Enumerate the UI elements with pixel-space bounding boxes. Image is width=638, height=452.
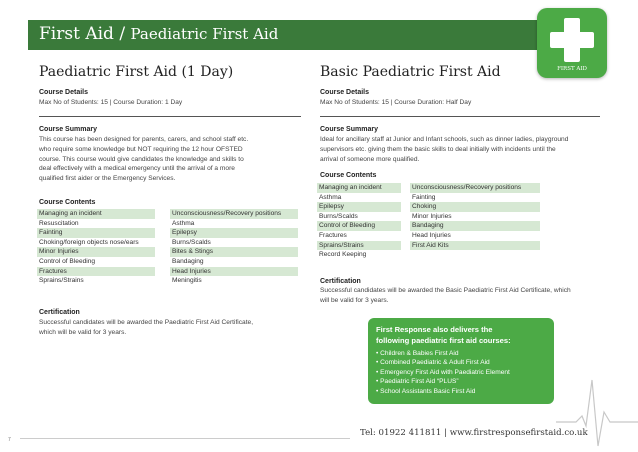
summary-line: Ideal for ancillary staff at Junior and Infant schools, such as dinner ladies, playground bbox=[320, 136, 569, 143]
left-details-label: Course Details bbox=[39, 89, 89, 96]
summary-line: arrival of someone more qualified. bbox=[320, 155, 420, 163]
page-title bbox=[39, 24, 278, 44]
promo-box bbox=[368, 318, 554, 404]
left-certification bbox=[39, 318, 311, 338]
first-aid-logo bbox=[537, 8, 607, 78]
page-title-sub: Paediatric First Aid bbox=[130, 25, 279, 43]
list-item: Burns/Scalds bbox=[172, 238, 211, 246]
page-number: 7 bbox=[8, 437, 11, 443]
list-item: Control of Bleeding bbox=[39, 257, 96, 265]
list-item: Head Injuries bbox=[170, 267, 298, 277]
right-contents-col1 bbox=[317, 183, 401, 260]
promo-title-line: following paediatric first aid courses: bbox=[376, 336, 511, 345]
summary-line: supervisors etc. giving them the basic skills to deal initially with incidents until the bbox=[320, 145, 556, 153]
left-course-title: Paediatric First Aid (1 Day) bbox=[39, 64, 234, 80]
right-details-text: Max No of Students: 15 | Course Duration: Half Day bbox=[320, 99, 472, 106]
left-summary bbox=[39, 135, 309, 184]
list-item: Fainting bbox=[37, 228, 155, 238]
list-item: Resuscitation bbox=[39, 219, 79, 227]
list-item: Bites & Stings bbox=[170, 247, 298, 257]
list-item: Fainting bbox=[412, 193, 436, 201]
left-contents-label: Course Contents bbox=[39, 199, 96, 206]
summary-line: who require some knowledge but NOT requiring the 12 hour OFSTED bbox=[39, 145, 243, 153]
list-item: • Combined Paediatric & Adult First Aid bbox=[376, 359, 490, 367]
list-item: Fractures bbox=[37, 267, 155, 277]
summary-line: course. This course would give candidates the knowledge and skills to bbox=[39, 155, 244, 163]
promo-list bbox=[376, 349, 546, 396]
promo-title bbox=[376, 324, 546, 346]
list-item: Choking/foreign objects nose/ears bbox=[39, 238, 139, 246]
list-item: Managing an incident bbox=[317, 183, 401, 193]
list-item: Bandaging bbox=[172, 257, 204, 265]
list-item: • Paediatric First Aid “PLUS” bbox=[376, 378, 459, 386]
right-details-label: Course Details bbox=[320, 89, 370, 96]
list-item: First Aid Kits bbox=[410, 241, 540, 251]
left-contents-col2 bbox=[170, 209, 298, 286]
left-certification-label: Certification bbox=[39, 309, 80, 316]
list-item: Minor Injuries bbox=[37, 247, 155, 257]
list-item: Control of Bleeding bbox=[317, 221, 401, 231]
summary-line: This course has been designed for parents, carers, and school staff etc. bbox=[39, 136, 249, 143]
left-divider bbox=[39, 116, 301, 117]
list-item: Asthma bbox=[172, 219, 195, 227]
footer-contact: Tel: 01922 411811 | www.firstresponsefirstaid.co.uk bbox=[360, 428, 588, 438]
left-details-text: Max No of Students: 15 | Course Duration: 1 Day bbox=[39, 99, 183, 106]
list-item: Choking bbox=[410, 202, 540, 212]
right-certification-label: Certification bbox=[320, 278, 361, 285]
certification-line: which will be valid for 3 years. bbox=[39, 328, 127, 336]
list-item: Epilepsy bbox=[170, 228, 298, 238]
right-contents-col2 bbox=[410, 183, 540, 250]
list-item: Sprains/Strains bbox=[317, 241, 401, 251]
list-item: Unconsciousness/Recovery positions bbox=[410, 183, 540, 193]
certification-line: will be valid for 3 years. bbox=[320, 296, 389, 304]
right-certification bbox=[320, 286, 612, 306]
list-item: Burns/Scalds bbox=[319, 212, 358, 220]
summary-line: deal effectively with a medical emergency until the arrival of a more bbox=[39, 165, 235, 173]
right-summary-label: Course Summary bbox=[320, 126, 378, 133]
certification-line: Successful candidates will be awarded the Paediatric First Aid Certificate, bbox=[39, 319, 254, 326]
list-item: • Children & Babies First Aid bbox=[376, 350, 459, 357]
left-summary-label: Course Summary bbox=[39, 126, 97, 133]
list-item: Asthma bbox=[319, 193, 342, 201]
list-item: Meningitis bbox=[172, 277, 202, 285]
list-item: • Emergency First Aid with Paediatric Element bbox=[376, 368, 510, 376]
left-contents-col1 bbox=[37, 209, 155, 286]
right-contents-label: Course Contents bbox=[320, 172, 377, 179]
list-item: Sprains/Strains bbox=[39, 277, 84, 285]
list-item: • School Assistants Basic First Aid bbox=[376, 387, 476, 395]
list-item: Bandaging bbox=[410, 221, 540, 231]
cross-icon-bar bbox=[550, 32, 594, 48]
list-item: Head Injuries bbox=[412, 231, 451, 239]
list-item: Epilepsy bbox=[317, 202, 401, 212]
right-divider bbox=[320, 116, 600, 117]
logo-text: FIRST AID bbox=[557, 66, 587, 72]
right-summary bbox=[320, 135, 610, 164]
list-item: Minor Injuries bbox=[412, 212, 452, 220]
list-item: Managing an incident bbox=[37, 209, 155, 219]
heartbeat-line-icon bbox=[556, 360, 638, 452]
page-title-main: First Aid / bbox=[39, 24, 126, 44]
summary-line: qualified first aider or the Emergency Services. bbox=[39, 175, 176, 183]
list-item: Record Keeping bbox=[319, 251, 367, 259]
list-item: Unconsciousness/Recovery positions bbox=[170, 209, 298, 219]
list-item: Fractures bbox=[319, 231, 347, 239]
right-course-title: Basic Paediatric First Aid bbox=[320, 64, 501, 80]
footer-divider bbox=[20, 438, 350, 439]
promo-title-line: First Response also delivers the bbox=[376, 325, 493, 334]
certification-line: Successful candidates will be awarded the Basic Paediatric First Aid Certificate, which bbox=[320, 287, 571, 294]
